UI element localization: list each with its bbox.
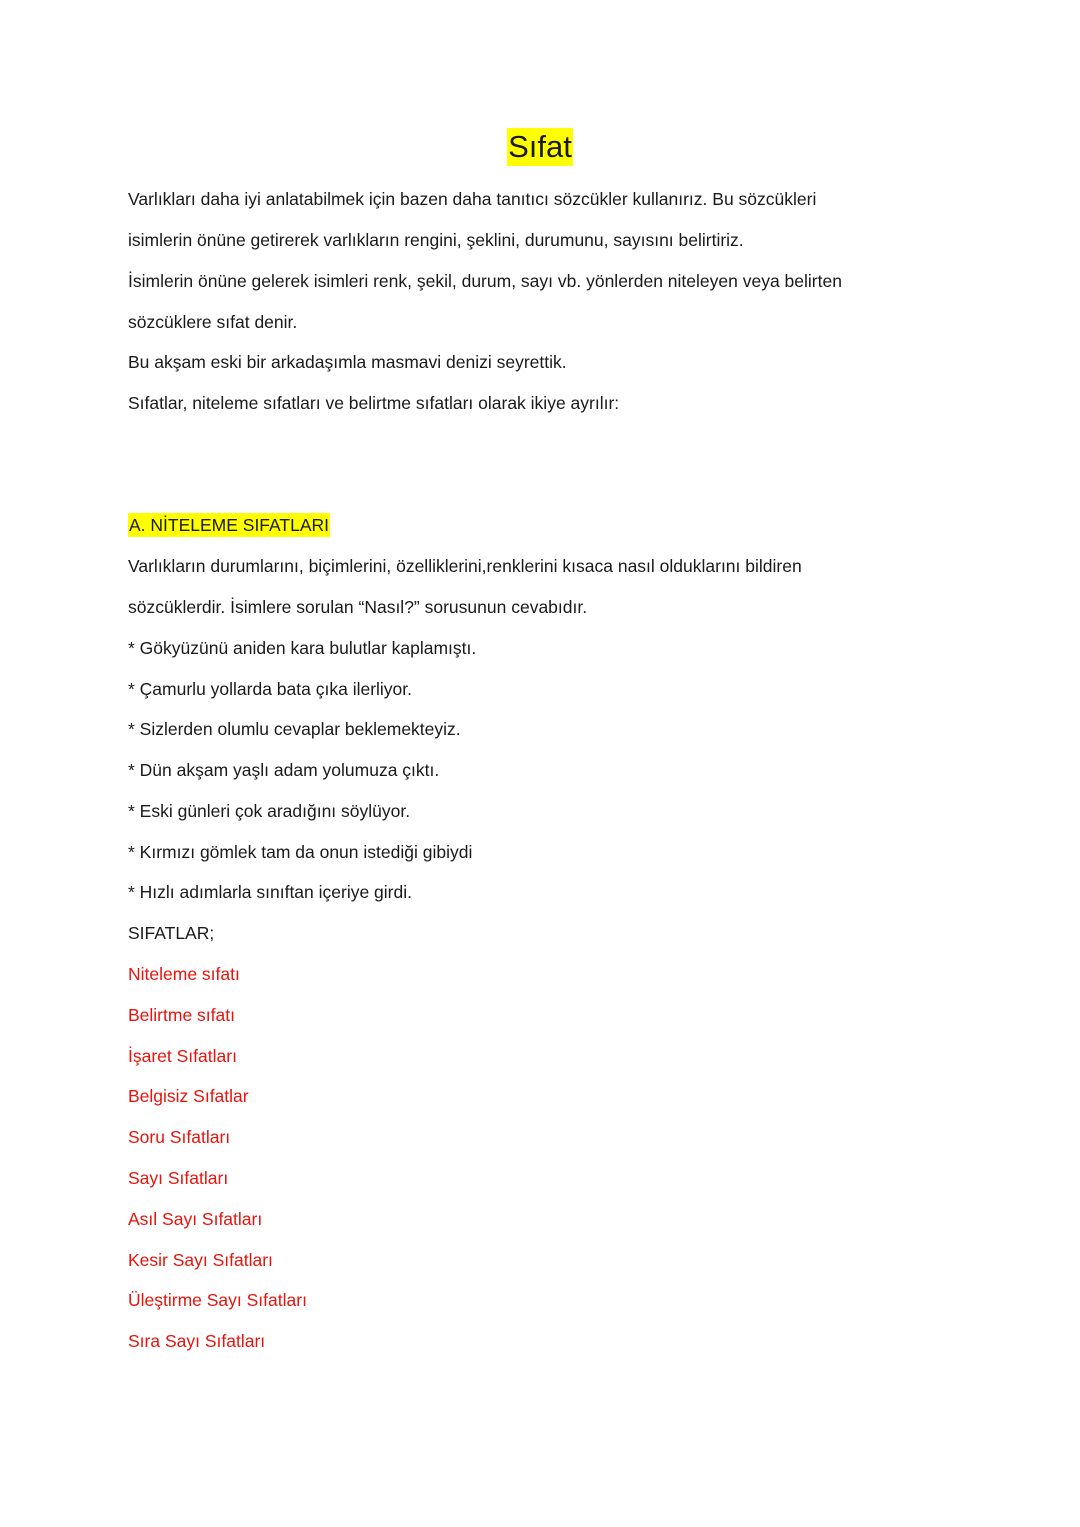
sifat-type-item: Sıra Sayı Sıfatları (128, 1331, 266, 1351)
example-item: * Eski günleri çok aradığını söylüyor. (128, 801, 411, 821)
page-title: Sıfat (508, 129, 572, 164)
example-item: * Kırmızı gömlek tam da onun istediği gibiydi (128, 842, 473, 862)
sifat-type-item: Üleştirme Sayı Sıfatları (128, 1290, 307, 1310)
example-item: * Dün akşam yaşlı adam yolumuza çıktı. (128, 760, 440, 780)
sifat-type-item: Asıl Sayı Sıfatları (128, 1209, 263, 1229)
section-heading (128, 513, 330, 537)
sifat-type-item: Sayı Sıfatları (128, 1168, 229, 1188)
example-item: * Çamurlu yollarda bata çıka ilerliyor. (128, 679, 413, 699)
sifat-type-item: Kesir Sayı Sıfatları (128, 1250, 273, 1270)
sifat-type-item: İşaret Sıfatları (128, 1046, 237, 1066)
example-item: * Sizlerden olumlu cevaplar beklemekteyiz. (128, 719, 461, 739)
sifatlar-heading: SIFATLAR; (128, 923, 215, 943)
intro-line: sözcüklere sıfat denir. (128, 312, 298, 332)
example-item: * Gökyüzünü aniden kara bulutlar kaplamıştı. (128, 638, 477, 658)
sifat-type-item: Belirtme sıfatı (128, 1005, 235, 1025)
sifat-type-item: Belgisiz Sıfatlar (128, 1086, 249, 1106)
intro-line: isimlerin önüne getirerek varlıkların rengini, şeklini, durumunu, sayısını belirtiriz. (128, 230, 744, 250)
sifat-type-item: Soru Sıfatları (128, 1127, 231, 1147)
example-sentence: Bu akşam eski bir arkadaşımla masmavi denizi seyrettik. (128, 352, 567, 372)
title-container (0, 128, 1080, 166)
section-a-heading: A. NİTELEME SIFATLARI (129, 515, 330, 535)
example-item: * Hızlı adımlarla sınıftan içeriye girdi. (128, 882, 412, 902)
sifat-type-item: Niteleme sıfatı (128, 964, 240, 984)
section-a-description: Varlıkların durumlarını, biçimlerini, özelliklerini,renklerini kısaca nasıl olduklarını bildiren (128, 556, 802, 576)
intro-line: Varlıkları daha iyi anlatabilmek için bazen daha tanıtıcı sözcükler kullanırız. Bu sözcükleri (128, 189, 817, 209)
intro-line: İsimlerin önüne gelerek isimleri renk, şekil, durum, sayı vb. yönlerden niteleyen veya belirten (128, 271, 842, 291)
section-a-description: sözcüklerdir. İsimlere sorulan “Nasıl?” sorusunun cevabıdır. (128, 597, 588, 617)
intro-line: Sıfatlar, niteleme sıfatları ve belirtme sıfatları olarak ikiye ayrılır: (128, 393, 620, 413)
